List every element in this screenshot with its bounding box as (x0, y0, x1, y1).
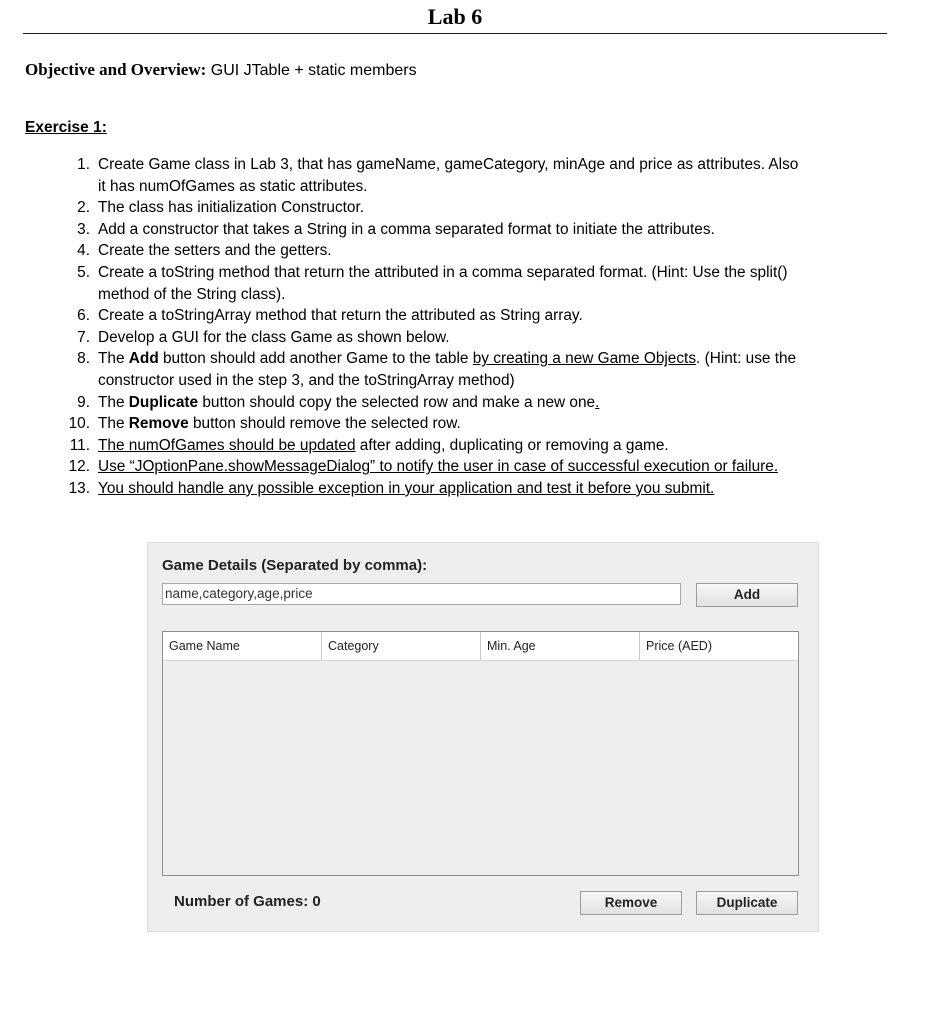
title-divider (23, 33, 887, 34)
step-text: The (98, 415, 129, 433)
step-item (64, 154, 799, 197)
step-number: 7. (77, 328, 90, 346)
objective-label: Objective and Overview: (25, 60, 207, 79)
column-header-category[interactable]: Category (322, 632, 481, 660)
add-button[interactable]: Add (696, 583, 798, 607)
game-details-input[interactable]: name,category,age,price (162, 583, 681, 605)
game-gui-mockup (147, 542, 819, 932)
games-table[interactable] (162, 631, 799, 876)
step-item (64, 392, 799, 414)
step-text: . (595, 393, 600, 411)
step-text: You should handle any possible exception in your application and test it before you submit. (98, 479, 715, 497)
step-text: Duplicate (128, 393, 199, 411)
game-details-label: Game Details (Separated by comma): (162, 557, 428, 574)
step-item (64, 240, 799, 262)
step-text: Add (128, 350, 159, 368)
objective-text: GUI JTable + static members (210, 62, 417, 79)
step-number: 11. (69, 436, 90, 454)
step-number: 3. (77, 220, 90, 238)
step-number: 9. (77, 393, 90, 411)
step-text: Create the setters and the getters. (98, 242, 332, 260)
games-count: Number of Games: 0 (174, 893, 321, 910)
step-text: Create Game class in Lab 3, that has gameName, gameCategory, minAge and price as attributes. Also it has numOfGames as static attributes. (98, 156, 799, 195)
step-number: 12. (68, 458, 90, 476)
steps-list (64, 154, 799, 500)
duplicate-button[interactable]: Duplicate (696, 891, 798, 915)
step-text: The class has initialization Constructor. (98, 199, 365, 217)
step-text: Create a toStringArray method that return the attributed as String array. (98, 307, 583, 325)
step-item (64, 197, 799, 219)
step-text: The numOfGames should be updated (98, 436, 356, 454)
step-text: Add a constructor that takes a String in a comma separated format to initiate the attributes. (98, 220, 715, 238)
step-item (64, 435, 799, 457)
step-number: 4. (77, 242, 90, 260)
step-text: button should add another Game to the table (158, 350, 473, 368)
step-number: 13. (68, 479, 90, 497)
exercise-heading: Exercise 1: (25, 119, 107, 136)
step-number: 1. (77, 156, 90, 173)
step-text: Remove (128, 415, 189, 433)
step-number: 6. (77, 307, 90, 325)
step-text: by creating a new Game Objects (472, 350, 697, 368)
step-text: The (98, 393, 129, 411)
step-text: after adding, duplicating or removing a game. (355, 436, 669, 454)
step-item (64, 219, 799, 241)
step-item (64, 348, 799, 391)
column-header-price[interactable]: Price (AED) (646, 639, 712, 653)
step-text: button should copy the selected row and make a new one (198, 393, 596, 411)
step-item (64, 478, 799, 500)
table-header (163, 632, 798, 661)
step-number: 5. (77, 263, 90, 281)
column-header-min-age[interactable]: Min. Age (481, 632, 640, 660)
page-title: Lab 6 (427, 4, 483, 29)
step-number: 8. (77, 350, 90, 368)
step-text: button should remove the selected row. (188, 415, 461, 433)
step-item (64, 456, 799, 478)
step-text: Create a toString method that return the attributed in a comma separated format. (Hint: Use the split() method of the String class). (98, 263, 788, 303)
step-item (64, 262, 799, 305)
step-text: . (Hint: use the constructor used in the step 3, and the toStringArray method) (98, 350, 797, 389)
remove-button[interactable]: Remove (580, 891, 682, 915)
step-number: 10. (68, 415, 90, 433)
step-number: 2. (77, 199, 90, 217)
step-text: Develop a GUI for the class Game as shown below. (98, 328, 450, 346)
step-item (64, 413, 799, 435)
step-text: The (98, 350, 129, 368)
column-header-game-name[interactable]: Game Name (163, 632, 322, 660)
objective-line (25, 60, 417, 80)
step-item (64, 305, 799, 327)
step-text: Use “JOptionPane.showMessageDialog” to notify the user in case of successful execution or failure. (98, 458, 779, 476)
step-item (64, 327, 799, 349)
